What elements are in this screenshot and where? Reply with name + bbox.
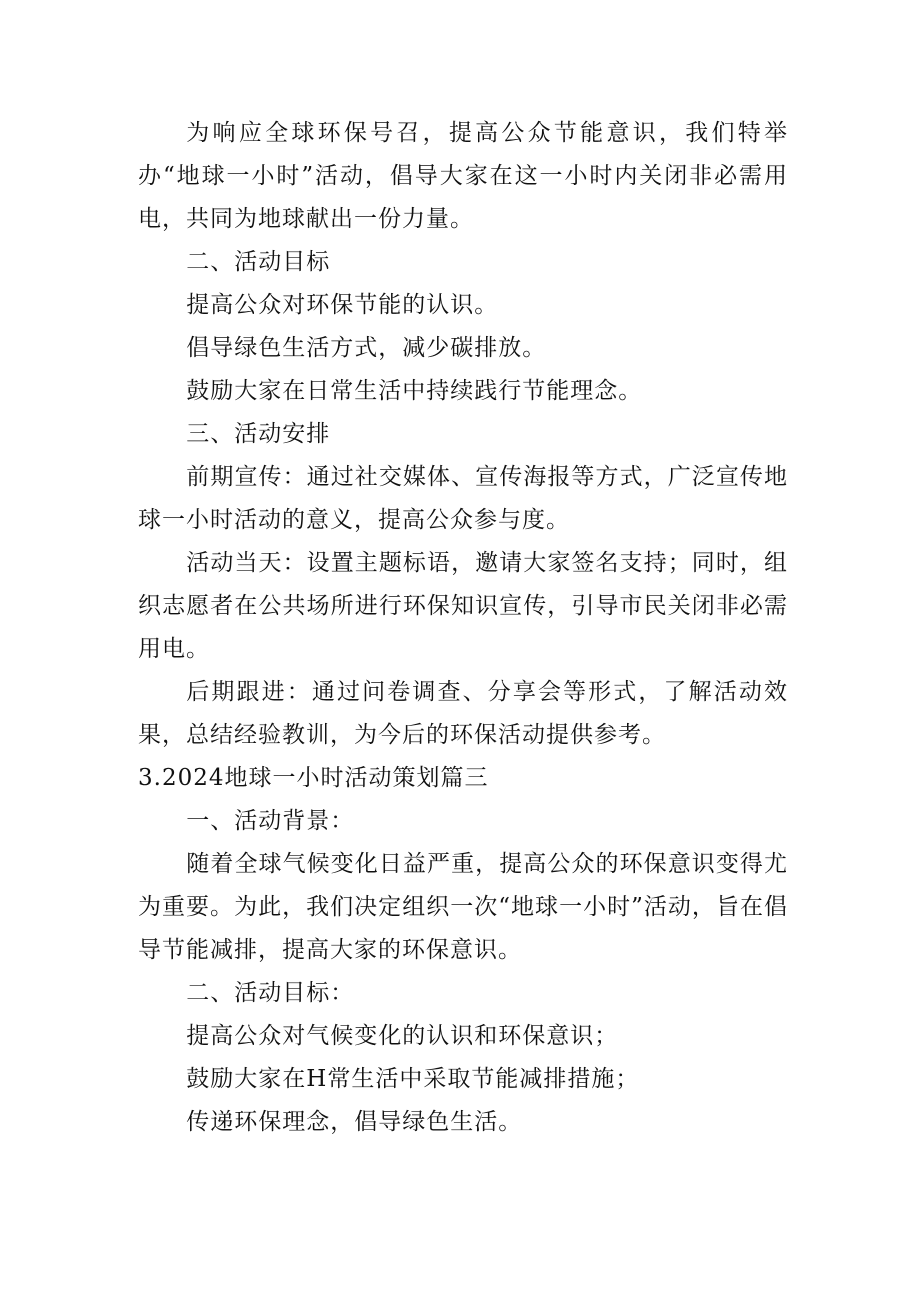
goal-item: 倡导绿色生活方式，减少碳排放。 bbox=[186, 335, 547, 361]
article-title: 3.2024地球一小时活动策划篇三 bbox=[138, 765, 489, 791]
goal-item: 提高公众对环保节能的认识。 bbox=[186, 292, 499, 318]
background-paragraph: 随着全球气候变化日益严重，提高公众的环保意识变得尤为重要。为此，我们决定组织一次“地球一小时”活动，旨在倡导节能减排，提高大家的环保意识。 bbox=[138, 851, 788, 963]
goal-item: 鼓励大家在日常生活中持续践行节能理念。 bbox=[186, 378, 643, 404]
section-heading-background: 一、活动背景： bbox=[186, 808, 355, 834]
goal-item: 鼓励大家在H常生活中采取节能减排措施； bbox=[186, 1066, 640, 1092]
arrangement-item: 前期宣传：通过社交媒体、宣传海报等方式，广泛宣传地球一小时活动的意义，提高公众参与度。 bbox=[138, 464, 788, 533]
document-body bbox=[138, 112, 788, 1144]
section-heading-goals-2: 二、活动目标： bbox=[186, 980, 355, 1006]
section-heading-arrangement: 三、活动安排 bbox=[186, 421, 331, 447]
intro-paragraph: 为响应全球环保号召，提高公众节能意识，我们特举办“地球一小时”活动，倡导大家在这一小时内关闭非必需用电，共同为地球献出一份力量。 bbox=[138, 120, 788, 232]
arrangement-item: 活动当天：设置主题标语，邀请大家签名支持；同时，组织志愿者在公共场所进行环保知识宣传，引导市民关闭非必需用电。 bbox=[138, 550, 788, 662]
goal-item: 提高公众对气候变化的认识和环保意识； bbox=[186, 1023, 619, 1049]
section-heading-goals: 二、活动目标 bbox=[186, 249, 331, 275]
arrangement-item: 后期跟进：通过问卷调查、分享会等形式，了解活动效果，总结经验教训，为今后的环保活动提供参考。 bbox=[138, 679, 788, 748]
goal-item: 传递环保理念，倡导绿色生活。 bbox=[186, 1109, 523, 1135]
